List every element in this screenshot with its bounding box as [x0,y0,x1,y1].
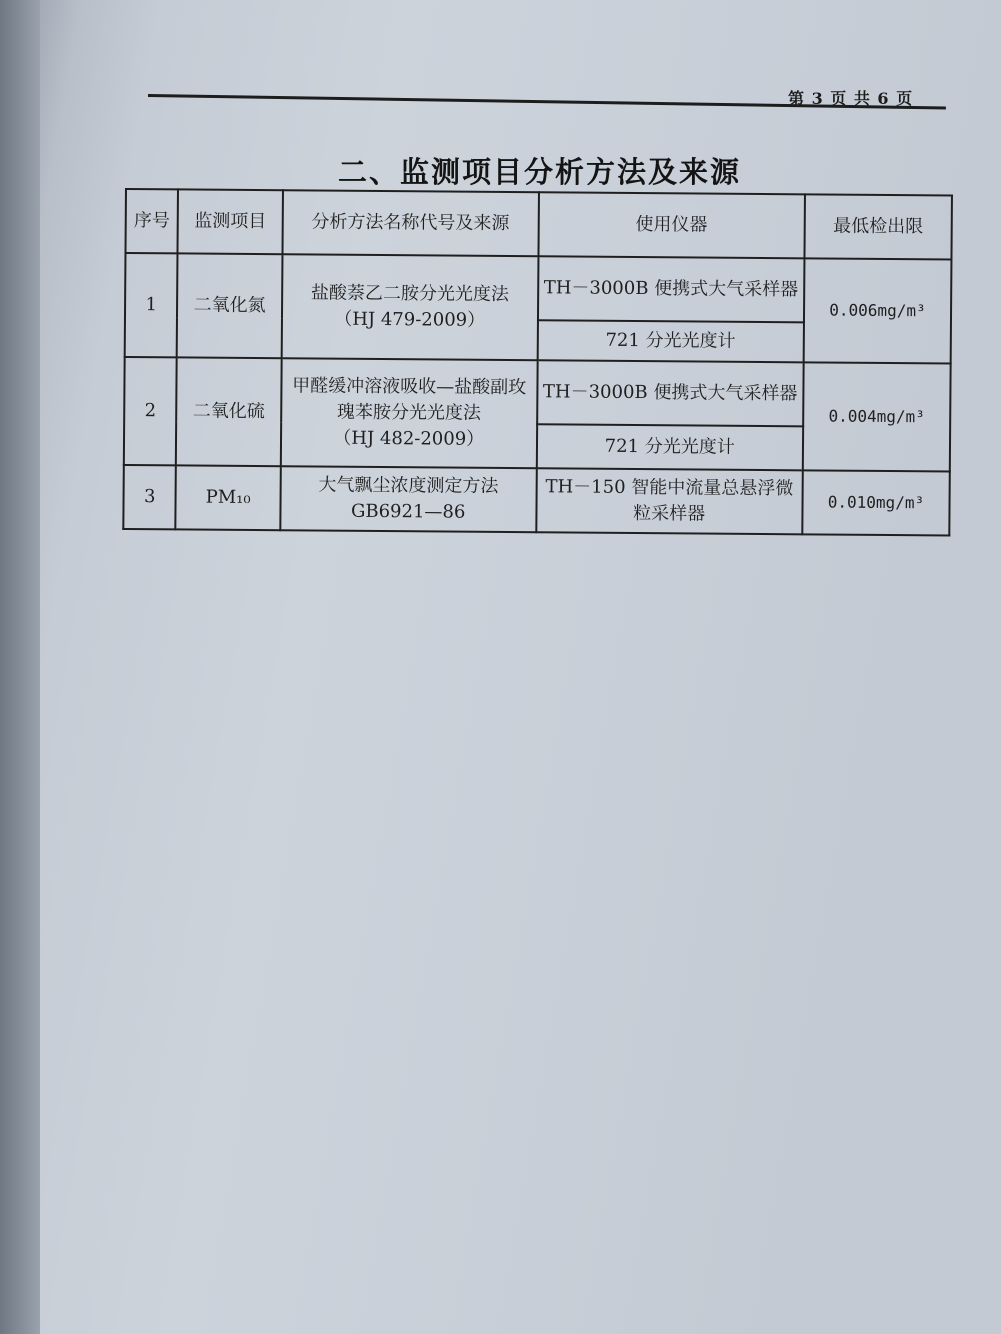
table-row [123,465,949,535]
cell-limit: 0.010mg/m³ [802,470,950,535]
cell-instrument: 721 分光光度计 [537,320,803,362]
cell-instrument: TH－3000B 便携式大气采样器 [538,256,805,322]
cell-method [280,466,536,532]
cell-instrument: TH－3000B 便携式大气采样器 [537,360,804,426]
methods-table-container [122,188,953,536]
cell-item: 二氧化氮 [177,253,282,358]
header-limit: 最低检出限 [804,194,952,259]
method-name: 甲醛缓冲溶液吸收—盐酸副玫瑰苯胺分光光度法 [292,375,527,424]
cell-instrument: 721 分光光度计 [536,424,802,470]
section-title: 二、监测项目分析方法及来源 [338,155,742,189]
cell-no: 2 [124,357,177,465]
cell-method [281,358,538,468]
cell-limit: 0.004mg/m³ [803,362,951,471]
method-code: GB6921—86 [350,500,466,523]
cell-method [281,254,538,360]
table-header-row [125,189,951,259]
methods-table [122,188,953,536]
method-name: 盐酸萘乙二胺分光光度法 [310,282,509,305]
table-row [125,253,951,323]
cell-no: 1 [125,253,178,357]
method-code: （HJ 479-2009） [334,308,486,331]
header-item: 监测项目 [178,189,283,254]
cell-item: 二氧化硫 [176,357,281,466]
cell-limit: 0.006mg/m³ [803,258,951,363]
cell-no: 3 [123,465,176,529]
header-instrument: 使用仪器 [538,192,805,258]
cell-item: PM₁₀ [176,465,281,530]
table-row [124,357,950,427]
page-number: 第 3 页 共 6 页 [788,89,914,108]
cell-instrument: TH－150 智能中流量总悬浮微粒采样器 [536,468,803,534]
binding-shadow [0,0,40,1334]
method-code: （HJ 482-2009） [333,427,485,450]
method-name: 大气飘尘浓度测定方法 [318,474,499,497]
header-method: 分析方法名称代号及来源 [282,190,538,256]
header-no: 序号 [125,189,178,253]
